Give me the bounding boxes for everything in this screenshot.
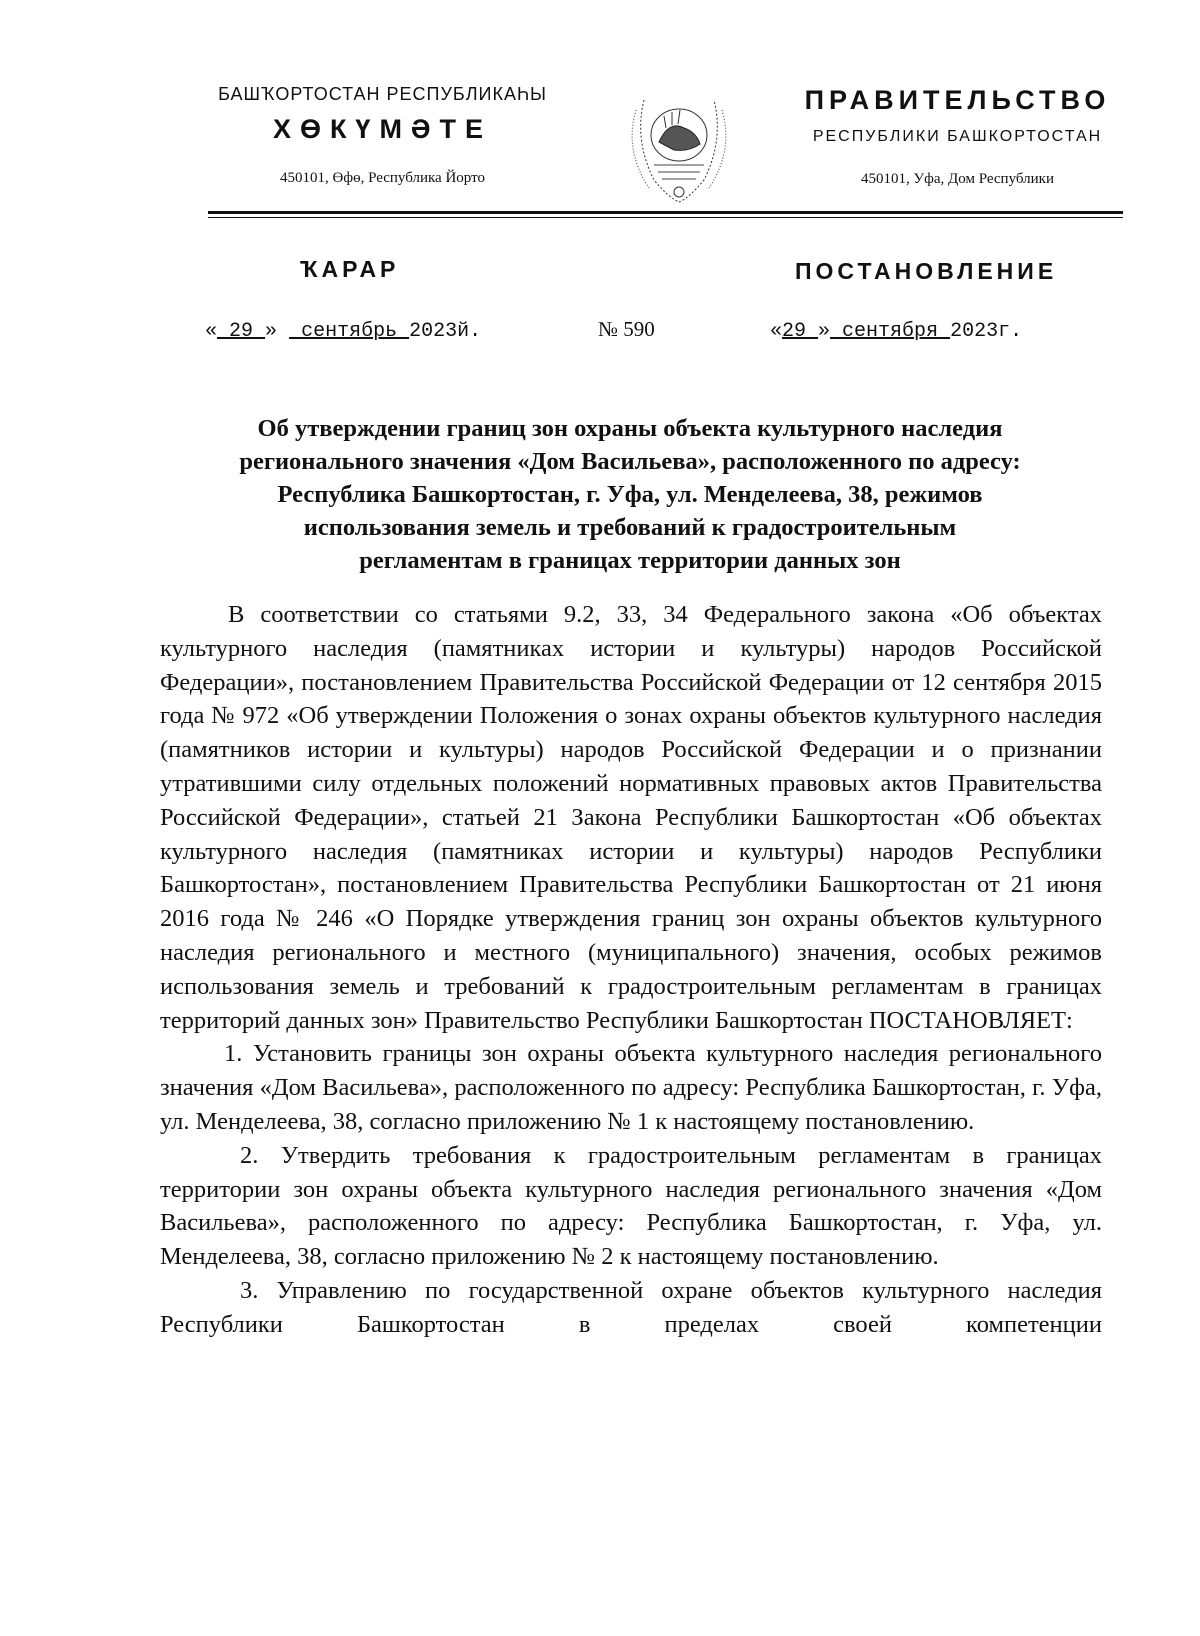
document-title (150, 412, 1110, 577)
title-line: использования земель и требований к градостроительным (303, 514, 957, 541)
document-number: № 590 (598, 317, 655, 341)
title-line: регионального значения «Дом Васильева», расположенного по адресу: (239, 448, 1021, 475)
clause-3-paragraph: 3. Управлению по государственной охране объектов культурного наследия Республики Башкортостан в пределах своей компетенции (160, 1276, 1102, 1338)
header-divider-thick (208, 211, 1123, 214)
date-russian: «29 » сентября 2023г. (770, 320, 1023, 343)
header-left-government: ХӨКҮМӘТЕ (272, 114, 493, 144)
title-line: Об утверждении границ зон охраны объекта культурного наследия (257, 415, 1003, 442)
clause-2-paragraph: 2. Утвердить требования к градостроительным регламентам в границах территории зон охраны объекта культурного наследия регионального значения «Дом Васильева», расположенного по адресу: Республика Башкортостан, г. Уфа, ул. Менделеева, 38, согласно приложению № 2 к настоящему постановлению. (160, 1141, 1102, 1271)
header-right-republic: РЕСПУБЛИКИ БАШКОРТОСТАН (812, 128, 1103, 145)
date-bashkir: « 29 » сентябрь 2023й. (205, 320, 482, 343)
title-line: Республика Башкортостан, г. Уфа, ул. Менделеева, 38, режимов (277, 481, 983, 508)
doc-type-russian: ПОСТАНОВЛЕНИЕ (795, 258, 1058, 284)
preamble-paragraph: В соответствии со статьями 9.2, 33, 34 Федерального закона «Об объектах культурного наследия (памятниках истории и культуры) народов Российской Федерации», постановлением Правительства Российской Федерации от 12 сентября 2015 года № 972 «Об утверждении Положения о зонах охраны объектов культурного наследия (памятников истории и культуры) народов Российской Федерации и о признании утратившими силу отдельных положений нормативных правовых актов Правительства Российской Федерации», статьей 21 Закона Республики Башкортостан «Об объектах культурного наследия (памятниках истории и культуры) народов Республики Башкортостан», постановлением Правительства Республики Башкортостан от 21 июня 2016 года № 246 «О Порядке утверждения границ зон охраны объектов культурного наследия регионального и местного (муниципального) значения, особых режимов использования земель и требований к градостроительным регламентам в границах территорий данных зон» Правительство Республики Башкортостан ПОСТАНОВЛЯЕТ: (160, 601, 1102, 1034)
header-left-address: 450101, Өфө, Республика Йорто (280, 170, 485, 186)
coat-of-arms-emblem-icon (614, 80, 744, 210)
header-right-government: ПРАВИТЕЛЬСТВО (804, 85, 1111, 115)
document-body (160, 598, 1102, 1342)
header-divider-thin (208, 217, 1123, 218)
doc-type-bashkir: ҠАРАР (300, 256, 400, 282)
clause-1-paragraph: 1. Установить границы зон охраны объекта культурного наследия регионального значения «Дом Васильева», расположенного по адресу: Республика Башкортостан, г. Уфа, ул. Менделеева, 38, согласно приложению № 1 к настоящему постановлению. (160, 1040, 1102, 1135)
header-left-republic: БАШҠОРТОСТАН РЕСПУБЛИКАҺЫ (218, 84, 547, 104)
title-line: регламентам в границах территории данных зон (359, 547, 901, 574)
header-right-address: 450101, Уфа, Дом Республики (861, 171, 1054, 187)
